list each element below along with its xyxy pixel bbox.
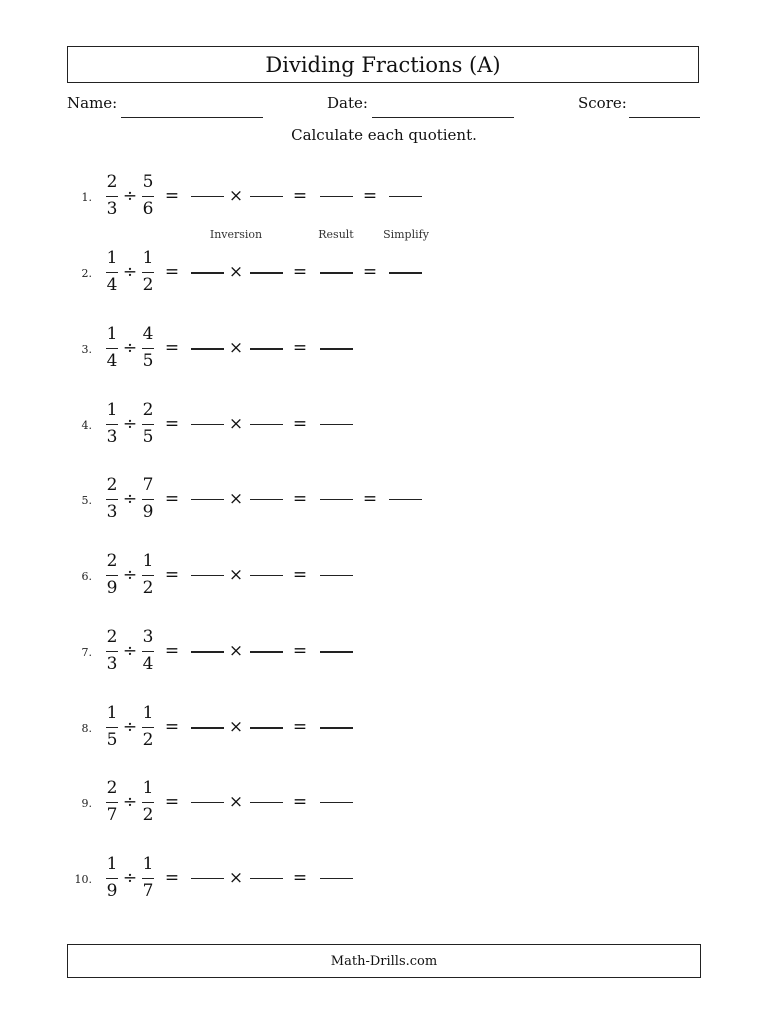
dividend-fraction — [104, 172, 120, 222]
dividend-fraction — [104, 703, 120, 753]
times-sign: × — [228, 262, 244, 282]
column-label-result: Result — [318, 228, 354, 241]
dividend-fraction — [104, 400, 120, 450]
answer-blank-inverted-fraction[interactable] — [250, 727, 283, 729]
denominator: 9 — [106, 881, 118, 901]
problem-number: 8. — [81, 722, 92, 735]
fraction-bar — [142, 348, 154, 349]
answer-blank-first-fraction[interactable] — [191, 727, 224, 729]
divisor-fraction — [140, 400, 156, 450]
answer-blank-inverted-fraction[interactable] — [250, 196, 283, 197]
equals-sign: = — [164, 489, 180, 509]
equals-sign: = — [292, 338, 308, 358]
instructions: Calculate each quotient. — [291, 126, 477, 144]
equals-sign: = — [362, 489, 378, 509]
equals-sign: = — [164, 717, 180, 737]
numerator: 2 — [106, 627, 118, 647]
equals-sign: = — [292, 262, 308, 282]
problem-row — [0, 172, 768, 222]
answer-blank-result[interactable] — [320, 424, 353, 425]
problem-number: 6. — [81, 570, 92, 583]
fraction-bar — [106, 727, 118, 728]
divide-sign: ÷ — [122, 414, 138, 434]
divisor-fraction — [140, 778, 156, 828]
times-sign: × — [228, 641, 244, 661]
problem-number: 5. — [81, 494, 92, 507]
divisor-fraction — [140, 627, 156, 677]
problem-number: 9. — [81, 797, 92, 810]
answer-blank-result[interactable] — [320, 878, 353, 879]
name-label: Name: — [67, 94, 118, 112]
fraction-bar — [142, 575, 154, 576]
answer-blank-inverted-fraction[interactable] — [250, 878, 283, 879]
answer-blank-simplified[interactable] — [389, 499, 422, 500]
numerator: 1 — [142, 551, 154, 571]
fraction-bar — [142, 802, 154, 803]
fraction-bar — [142, 272, 154, 273]
answer-blank-first-fraction[interactable] — [191, 272, 224, 274]
equals-sign: = — [164, 414, 180, 434]
answer-blank-simplified[interactable] — [389, 272, 422, 274]
problem-row — [0, 854, 768, 904]
equals-sign: = — [292, 792, 308, 812]
answer-blank-result[interactable] — [320, 272, 353, 274]
answer-blank-first-fraction[interactable] — [191, 196, 224, 197]
numerator: 2 — [106, 778, 118, 798]
numerator: 3 — [142, 627, 154, 647]
numerator: 1 — [106, 854, 118, 874]
problem-number: 2. — [81, 267, 92, 280]
answer-blank-result[interactable] — [320, 499, 353, 500]
divide-sign: ÷ — [122, 641, 138, 661]
fraction-bar — [106, 196, 118, 197]
denominator: 2 — [142, 275, 154, 295]
numerator: 2 — [106, 172, 118, 192]
problem-row — [0, 324, 768, 374]
answer-blank-inverted-fraction[interactable] — [250, 499, 283, 500]
dividend-fraction — [104, 551, 120, 601]
answer-blank-inverted-fraction[interactable] — [250, 575, 283, 576]
fraction-bar — [106, 424, 118, 425]
problem-row — [0, 778, 768, 828]
denominator: 3 — [106, 502, 118, 522]
equals-sign: = — [292, 717, 308, 737]
problem-number: 1. — [81, 191, 92, 204]
times-sign: × — [228, 186, 244, 206]
answer-blank-inverted-fraction[interactable] — [250, 348, 283, 350]
denominator: 7 — [142, 881, 154, 901]
answer-blank-result[interactable] — [320, 651, 353, 653]
numerator: 1 — [142, 778, 154, 798]
denominator: 5 — [106, 730, 118, 750]
divisor-fraction — [140, 248, 156, 298]
answer-blank-inverted-fraction[interactable] — [250, 651, 283, 653]
problem-number: 10. — [74, 873, 92, 886]
denominator: 4 — [106, 275, 118, 295]
divide-sign: ÷ — [122, 338, 138, 358]
dividend-fraction — [104, 248, 120, 298]
numerator: 1 — [142, 854, 154, 874]
answer-blank-first-fraction[interactable] — [191, 802, 224, 803]
denominator: 3 — [106, 199, 118, 219]
answer-blank-first-fraction[interactable] — [191, 575, 224, 576]
answer-blank-first-fraction[interactable] — [191, 499, 224, 500]
times-sign: × — [228, 792, 244, 812]
dividend-fraction — [104, 475, 120, 525]
fraction-bar — [142, 424, 154, 425]
equals-sign: = — [164, 565, 180, 585]
numerator: 5 — [142, 172, 154, 192]
equals-sign: = — [164, 792, 180, 812]
fraction-bar — [106, 802, 118, 803]
equals-sign: = — [362, 186, 378, 206]
problem-row — [0, 703, 768, 753]
worksheet-title: Dividing Fractions (A) — [67, 46, 699, 83]
footer: Math-Drills.com — [67, 944, 701, 978]
equals-sign: = — [292, 868, 308, 888]
fraction-bar — [142, 727, 154, 728]
answer-blank-inverted-fraction[interactable] — [250, 272, 283, 274]
divisor-fraction — [140, 551, 156, 601]
dividend-fraction — [104, 324, 120, 374]
equals-sign: = — [362, 262, 378, 282]
problem-number: 7. — [81, 646, 92, 659]
date-label: Date: — [327, 94, 368, 112]
answer-blank-first-fraction[interactable] — [191, 348, 224, 350]
fraction-bar — [106, 878, 118, 879]
problem-row — [0, 551, 768, 601]
answer-blank-first-fraction[interactable] — [191, 424, 224, 425]
denominator: 5 — [142, 351, 154, 371]
answer-blank-inverted-fraction[interactable] — [250, 424, 283, 425]
fraction-bar — [142, 196, 154, 197]
date-field[interactable] — [372, 117, 514, 118]
equals-sign: = — [292, 186, 308, 206]
divide-sign: ÷ — [122, 262, 138, 282]
score-field[interactable] — [629, 117, 700, 118]
problem-row — [0, 400, 768, 450]
equals-sign: = — [292, 414, 308, 434]
times-sign: × — [228, 489, 244, 509]
times-sign: × — [228, 414, 244, 434]
fraction-bar — [106, 651, 118, 652]
numerator: 1 — [106, 248, 118, 268]
problem-row — [0, 475, 768, 525]
divide-sign: ÷ — [122, 792, 138, 812]
problem-number: 4. — [81, 419, 92, 432]
answer-blank-result[interactable] — [320, 348, 353, 350]
denominator: 9 — [106, 578, 118, 598]
equals-sign: = — [164, 338, 180, 358]
divide-sign: ÷ — [122, 565, 138, 585]
denominator: 7 — [106, 805, 118, 825]
equals-sign: = — [164, 262, 180, 282]
answer-blank-first-fraction[interactable] — [191, 651, 224, 653]
divide-sign: ÷ — [122, 717, 138, 737]
fraction-bar — [142, 651, 154, 652]
denominator: 2 — [142, 578, 154, 598]
numerator: 2 — [106, 475, 118, 495]
numerator: 1 — [142, 703, 154, 723]
dividend-fraction — [104, 627, 120, 677]
numerator: 4 — [142, 324, 154, 344]
numerator: 2 — [106, 551, 118, 571]
numerator: 2 — [142, 400, 154, 420]
equals-sign: = — [292, 565, 308, 585]
denominator: 6 — [142, 199, 154, 219]
denominator: 4 — [106, 351, 118, 371]
numerator: 1 — [106, 703, 118, 723]
equals-sign: = — [164, 868, 180, 888]
divisor-fraction — [140, 324, 156, 374]
times-sign: × — [228, 868, 244, 888]
times-sign: × — [228, 338, 244, 358]
equals-sign: = — [292, 489, 308, 509]
answer-blank-first-fraction[interactable] — [191, 878, 224, 879]
denominator: 5 — [142, 427, 154, 447]
answer-blank-result[interactable] — [320, 196, 353, 197]
denominator: 2 — [142, 805, 154, 825]
equals-sign: = — [164, 641, 180, 661]
name-field[interactable] — [121, 117, 263, 118]
answer-blank-result[interactable] — [320, 727, 353, 729]
divisor-fraction — [140, 475, 156, 525]
fraction-bar — [106, 272, 118, 273]
problem-row — [0, 248, 768, 298]
answer-blank-result[interactable] — [320, 575, 353, 576]
column-label-simplify: Simplify — [383, 228, 429, 241]
denominator: 3 — [106, 427, 118, 447]
numerator: 1 — [106, 400, 118, 420]
dividend-fraction — [104, 778, 120, 828]
equals-sign: = — [292, 641, 308, 661]
divide-sign: ÷ — [122, 868, 138, 888]
dividend-fraction — [104, 854, 120, 904]
divisor-fraction — [140, 703, 156, 753]
denominator: 4 — [142, 654, 154, 674]
fraction-bar — [106, 499, 118, 500]
fraction-bar — [142, 878, 154, 879]
times-sign: × — [228, 565, 244, 585]
problem-row — [0, 627, 768, 677]
times-sign: × — [228, 717, 244, 737]
divide-sign: ÷ — [122, 489, 138, 509]
answer-blank-inverted-fraction[interactable] — [250, 802, 283, 803]
equals-sign: = — [164, 186, 180, 206]
divisor-fraction — [140, 854, 156, 904]
score-label: Score: — [578, 94, 627, 112]
fraction-bar — [106, 575, 118, 576]
answer-blank-result[interactable] — [320, 802, 353, 803]
numerator: 1 — [106, 324, 118, 344]
denominator: 9 — [142, 502, 154, 522]
numerator: 1 — [142, 248, 154, 268]
divisor-fraction — [140, 172, 156, 222]
denominator: 2 — [142, 730, 154, 750]
answer-blank-simplified[interactable] — [389, 196, 422, 197]
denominator: 3 — [106, 654, 118, 674]
problem-number: 3. — [81, 343, 92, 356]
numerator: 7 — [142, 475, 154, 495]
fraction-bar — [106, 348, 118, 349]
fraction-bar — [142, 499, 154, 500]
divide-sign: ÷ — [122, 186, 138, 206]
column-label-inversion: Inversion — [209, 228, 263, 241]
